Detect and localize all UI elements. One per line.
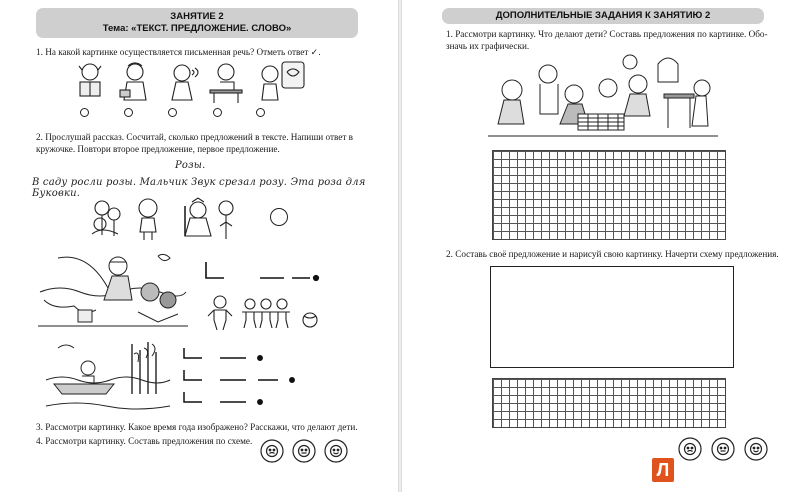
- lesson-title: ЗАНЯТИЕ 2: [170, 11, 224, 22]
- flower-face-icon[interactable]: [676, 434, 774, 464]
- drawing-frame[interactable]: [490, 266, 734, 368]
- kids-playing-picture: [488, 54, 718, 140]
- answer-circle-3[interactable]: [168, 108, 177, 117]
- extra-tasks-banner: ДОПОЛНИТЕЛЬНЫЕ ЗАДАНИЯ К ЗАНЯТИЮ 2: [442, 8, 764, 24]
- lesson-banner: [36, 8, 358, 38]
- sentence-count-circle[interactable]: [270, 208, 288, 226]
- task-2-line-1: 2. Прослушай рассказ. Сосчитай, сколько предложений в тексте. Напиши ответ в: [36, 132, 354, 142]
- sentence-scheme-1: [204, 262, 324, 282]
- task-4: 4. Рассмотри картинку. Составь предложения по схеме.: [36, 436, 253, 446]
- extra-task-1-line-1: 1. Рассмотри картинку. Что делают дети? Составь предложения по картинке. Обо-: [446, 29, 768, 39]
- writing-grid-2[interactable]: [492, 378, 726, 428]
- task-3: 3. Рассмотри картинку. Какое время года изображено? Расскажи, что делают дети.: [36, 422, 358, 432]
- roses-story-picture: [88, 196, 258, 242]
- story-text: В саду росли розы. Мальчик Звук срезал розу. Эта роза для Буковки.: [32, 177, 366, 199]
- story-title: Розы.: [175, 160, 206, 171]
- flower-face-icon[interactable]: [258, 436, 354, 466]
- answer-circle-5[interactable]: [256, 108, 265, 117]
- publisher-logo-icon: Л: [652, 458, 674, 482]
- extra-task-1-line-2: значь их графически.: [446, 41, 530, 51]
- task-1: 1. На какой картинке осуществляется письменная речь? Отметь ответ ✓.: [36, 47, 321, 57]
- summer-fishing-picture: [38, 252, 188, 330]
- extra-task-2: 2. Составь своё предложение и нарисуй свою картинку. Начерти схему предложения.: [446, 249, 779, 259]
- kids-speech-pictures: [70, 60, 310, 106]
- answer-circle-1[interactable]: [80, 108, 89, 117]
- answer-circle-4[interactable]: [213, 108, 222, 117]
- paper-dolls-picture: [206, 294, 326, 332]
- lesson-topic: Тема: «ТЕКСТ. ПРЕДЛОЖЕНИЕ. СЛОВО»: [102, 23, 292, 34]
- writing-grid-1[interactable]: [492, 150, 726, 240]
- boat-scene-picture: [44, 340, 172, 412]
- task-2-line-2: кружочке. Повтори второе предложение, первое предложение.: [36, 144, 280, 154]
- sentence-scheme-2-4: [182, 348, 312, 410]
- answer-circle-2[interactable]: [124, 108, 133, 117]
- right-page: [402, 0, 800, 492]
- left-page: [0, 0, 398, 492]
